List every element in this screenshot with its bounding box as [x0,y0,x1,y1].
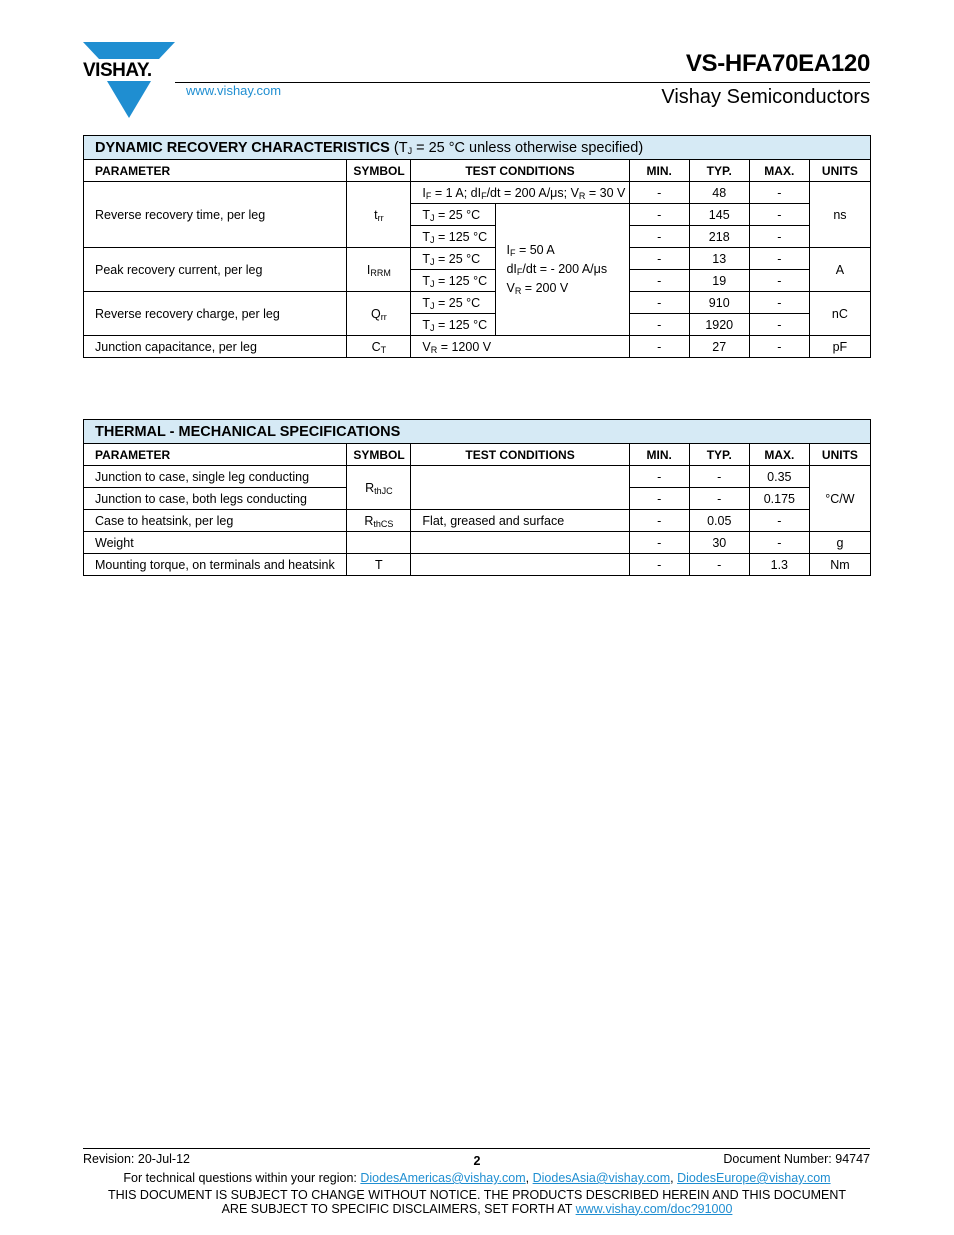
disclaimer-link[interactable]: www.vishay.com/doc?91000 [575,1201,733,1216]
vishay-logo [83,42,175,118]
page-number: 2 [473,1154,481,1168]
table-row: $T_J = 125$ °C - 218 - [84,226,871,248]
disclaimer: THIS DOCUMENT IS SUBJECT TO CHANGE WITHOUT NOTICE. THE PRODUCTS DESCRIBED HEREIN AND THIS DOCUMENT ARE SUBJECT TO SPECIFIC DISCLAIMERS, SET FORTH AT www.vishay.com/doc?91000 [107,1188,847,1216]
table-row: Junction to case, single leg conducting $R_{thJC}$ - - 0.35 °C/W [84,466,871,488]
table-row: Reverse recovery time, per leg $t_{rr}$ $I_F = 1$ A; $dI_F/dt = 200$ A/μs; $V_R = 30$ V - 48 - ns [84,182,871,204]
dynamic-recovery-table [83,135,871,358]
table-row: Junction capacitance, per leg $C_T$ $V_R = 1200$ V - 27 - pF [84,336,871,358]
revision: Revision: 20-Jul-12 [83,1152,190,1166]
dynamic-table-title: DYNAMIC RECOVERY CHARACTERISTICS ($T_J = 25$ °C unless otherwise specified) [84,136,871,160]
table-row: $T_J = 125$ °C - 19 - [84,270,871,292]
company-name: Vishay Semiconductors [661,86,870,108]
table-row: $T_J = 25$ °C $I_F = 50$ A $dI_F/dt$ = - 200 A/μs $V_R = 200$ V - 145 - [84,204,871,226]
header-rule [175,82,870,83]
column-headers: PARAMETER SYMBOL TEST CONDITIONS MIN. TYP. MAX. UNITS [84,444,871,466]
website-link[interactable]: www.vishay.com [186,83,282,98]
contact-line: For technical questions within your region: DiodesAmericas@vishay.com, DiodesAsia@vishay.com, DiodesEurope@vishay.com [123,1171,831,1185]
table-row: Mounting torque, on terminals and heatsink T - - 1.3 Nm [84,554,871,576]
document-number: Document Number: 94747 [723,1152,870,1166]
column-headers: PARAMETER SYMBOL TEST CONDITIONS MIN. TYP. MAX. UNITS [84,160,871,182]
shared-test-conditions: $I_F = 50$ A $dI_F/dt$ = - 200 A/μs $V_R = 200$ V [496,204,629,336]
table-row: $T_J = 125$ °C - 1920 - [84,314,871,336]
table-row: Reverse recovery charge, per leg $Q_{rr}$ $T_J = 25$ °C - 910 - nC [84,292,871,314]
thermal-mechanical-table [83,419,871,576]
part-number: VS-HFA70EA120 [685,50,870,77]
table-row: Case to heatsink, per leg $R_{thCS}$ Flat, greased and surface - 0.05 - [84,510,871,532]
email-asia-link[interactable]: DiodesAsia@vishay.com [532,1171,671,1185]
email-americas-link[interactable]: DiodesAmericas@vishay.com [360,1171,526,1185]
table-row: Junction to case, both legs conducting - - 0.175 [84,488,871,510]
email-europe-link[interactable]: DiodesEurope@vishay.com [677,1171,831,1185]
table-row: Peak recovery current, per leg $I_{RRM}$ $T_J = 25$ °C - 13 - A [84,248,871,270]
brand-wordmark: VISHAY. [83,60,152,81]
thermal-table-title: THERMAL - MECHANICAL SPECIFICATIONS [84,420,871,444]
table-row: Weight - 30 - g [84,532,871,554]
footer-rule [83,1148,870,1149]
